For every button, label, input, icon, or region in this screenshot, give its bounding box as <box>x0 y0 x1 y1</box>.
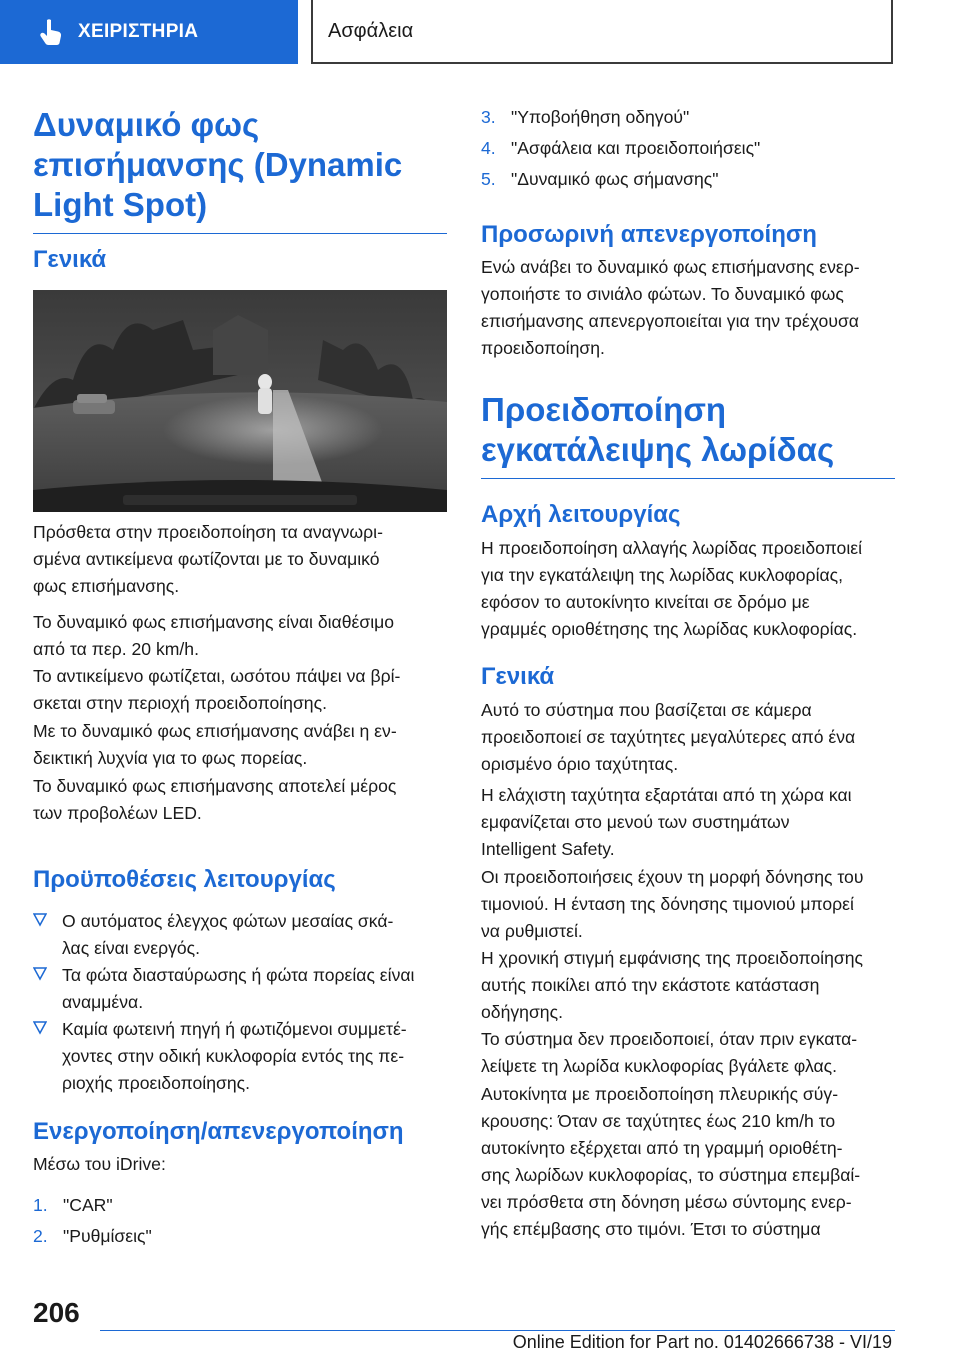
step-number: 4. <box>481 138 496 158</box>
section-title-dynamic-light-spot <box>33 105 447 234</box>
title-line: Προειδοποίηση <box>481 391 727 428</box>
text-line: Αυτό το σύστημα που βασίζεται σε κάμερα <box>481 700 812 720</box>
text-line: προειδοποιεί σε ταχύτητες μεγαλύτερες από ένα <box>481 727 856 747</box>
text-line: Οι προειδοποιήσεις έχουν τη μορφή δόνησης του <box>481 867 864 887</box>
list-item <box>33 962 447 1016</box>
paragraph <box>33 773 447 827</box>
text-line: Ενώ ανάβει το δυναμικό φως επισήμανσης ενερ- <box>481 257 860 277</box>
text-line: αυτοκίνητο εξέρχεται από τη γραμμή οριοθέτη- <box>481 1138 843 1158</box>
triangle-bullet-icon <box>33 913 47 927</box>
step-text: "Δυναμικό φως σήμανσης" <box>511 169 719 189</box>
heading-requirements: Προϋποθέσεις λειτουργίας <box>33 866 336 893</box>
title-line: Δυναμικό φως <box>33 106 260 143</box>
paragraph <box>481 864 895 945</box>
numbered-step <box>33 1223 447 1250</box>
text-line: Η ελάχιστη ταχύτητα εξαρτάται από τη χώρα και <box>481 785 852 805</box>
text-line: από τα περ. 20 km/h. <box>33 639 199 659</box>
paragraph <box>481 1081 895 1243</box>
text-line: δεικτική λυχνία για το φως πορείας. <box>33 748 308 768</box>
heading-general: Γενικά <box>33 246 107 273</box>
list-item <box>33 908 447 962</box>
paragraph <box>33 519 447 600</box>
text-line: οδήγησης. <box>481 1002 563 1022</box>
text-line: λείψετε τη λωρίδα κυκλοφορίας βγάλετε φλας. <box>481 1056 838 1076</box>
text-line: λας είναι ενεργός. <box>62 938 201 958</box>
text-line: γοποιήστε το σινιάλο φώτων. Το δυναμικό φως <box>481 284 844 304</box>
step-text: "Ρυθμίσεις" <box>63 1226 152 1246</box>
text-line: γραμμές οριοθέτησης της λωρίδας κυκλοφορίας. <box>481 619 858 639</box>
text-line: ριοχής προειδοποίησης. <box>62 1073 251 1093</box>
text-line: ορισμένο όριο ταχύτητας. <box>481 754 679 774</box>
step-text: "Ασφάλεια και προειδοποιήσεις" <box>511 138 761 158</box>
numbered-step <box>481 104 895 131</box>
text-line: να ρυθμιστεί. <box>481 921 583 941</box>
text-line: Καμία φωτεινή πηγή ή φωτιζόμενοι συμμετέ- <box>62 1019 407 1039</box>
text-line: εμφανίζεται στο μενού των συστημάτων <box>481 812 790 832</box>
text-line: των προβολέων LED. <box>33 803 202 823</box>
text-line: προειδοποίηση. <box>481 338 605 358</box>
text-line: Ο αυτόματος έλεγχος φώτων μεσαίας σκά- <box>62 911 394 931</box>
triangle-bullet-icon <box>33 1021 47 1035</box>
paragraph <box>481 535 895 643</box>
step-number: 3. <box>481 107 496 127</box>
text-line: φως επισήμανσης. <box>33 576 180 596</box>
footer-divider <box>100 1330 895 1331</box>
text-line: Intelligent Safety. <box>481 839 615 859</box>
text-line: εφόσον το αυτοκίνητο κινείται σε δρόμο με <box>481 592 810 612</box>
text-line: σης λωρίδων κυκλοφορίας, το σύστημα επεμβαί- <box>481 1165 861 1185</box>
numbered-step <box>33 1192 447 1219</box>
paragraph <box>33 718 447 772</box>
text-line: Η χρονική στιγμή εμφάνισης της προειδοποίησης <box>481 948 864 968</box>
text-line: αυτής ποικίλει από την εκάστοτε κατάσταση <box>481 975 820 995</box>
text-line: Το σύστημα δεν προειδοποιεί, όταν πριν εγκατα- <box>481 1029 858 1049</box>
numbered-step <box>481 135 895 162</box>
heading-general: Γενικά <box>481 663 555 690</box>
text-line: Το αντικείμενο φωτίζεται, ωσότου πάψει να βρί- <box>33 666 401 686</box>
text-line: Αυτοκίνητα με προειδοποίηση πλευρικής σύγ- <box>481 1084 839 1104</box>
heading-activation: Ενεργοποίηση/απενεργοποίηση <box>33 1118 404 1145</box>
text-line: σκεται στην περιοχή προειδοποίησης. <box>33 693 327 713</box>
paragraph <box>481 1026 895 1080</box>
night-road-illustration <box>33 290 447 512</box>
step-text: "Υποβοήθηση οδηγού" <box>511 107 690 127</box>
heading-temporary-deactivation: Προσωρινή απενεργοποίηση <box>481 221 817 248</box>
text-line: Τα φώτα διασταύρωσης ή φώτα πορείας είναι <box>62 965 415 985</box>
paragraph <box>481 945 895 1026</box>
activation-intro: Μέσω του iDrive: <box>33 1154 166 1174</box>
text-line: Το δυναμικό φως επισήμανσης αποτελεί μέρος <box>33 776 397 796</box>
text-line: Το δυναμικό φως επισήμανσης είναι διαθέσιμο <box>33 612 395 632</box>
text-line: Η προειδοποίηση αλλαγής λωρίδας προειδοποιεί <box>481 538 862 558</box>
hand-pointer-icon <box>36 17 66 47</box>
paragraph <box>481 697 895 778</box>
text-line: χοντες στην οδική κυκλοφορία εντός της πε- <box>62 1046 405 1066</box>
text-line: γής επέμβασης στο τιμόνι. Έτσι το σύστημα <box>481 1219 821 1239</box>
triangle-bullet-icon <box>33 967 47 981</box>
text-line: Με το δυναμικό φως επισήμανσης ανάβει η εν- <box>33 721 397 741</box>
list-item <box>33 1016 447 1097</box>
text-line: Πρόσθετα στην προειδοποίηση τα αναγνωρι- <box>33 522 383 542</box>
paragraph <box>33 609 447 663</box>
step-text: "CAR" <box>63 1195 113 1215</box>
night-road-scene <box>33 290 447 512</box>
numbered-step <box>481 166 895 193</box>
chapter-title <box>311 0 893 64</box>
title-line: εγκατάλειψης λωρίδας <box>481 431 835 468</box>
text-line: νει πρόσθετα στη δόνηση μέσω σύντομης ενερ- <box>481 1192 852 1212</box>
text-line: κρουσης: Όταν σε ταχύτητες έως 210 km/h το <box>481 1111 836 1131</box>
manual-section-tab[interactable] <box>0 0 298 64</box>
title-line: επισήμανσης (Dynamic <box>33 146 403 183</box>
paragraph <box>481 254 895 362</box>
title-line: Light Spot) <box>33 186 208 223</box>
edition-note: Online Edition for Part no. 01402666738 - VI/19 <box>512 1332 892 1352</box>
step-number: 2. <box>33 1226 48 1246</box>
text-line: αναμμένα. <box>62 992 144 1012</box>
manual-section-label: ΧΕΙΡΙΣΤΗΡΙΑ <box>78 21 199 42</box>
text-line: επισήμανσης απενεργοποιείται για την τρέχουσα <box>481 311 859 331</box>
page-number: 206 <box>33 1297 80 1328</box>
paragraph <box>481 782 895 863</box>
section-title-lane-departure-warning <box>481 390 895 479</box>
step-number: 1. <box>33 1195 48 1215</box>
text-line: σμένα αντικείμενα φωτίζονται με το δυναμικό <box>33 549 380 569</box>
step-number: 5. <box>481 169 496 189</box>
heading-principle: Αρχή λειτουργίας <box>481 501 681 528</box>
text-line: τιμονιού. Η ένταση της δόνησης τιμονιού μπορεί <box>481 894 854 914</box>
chapter-title-text: Ασφάλεια <box>328 19 414 42</box>
paragraph <box>33 663 447 717</box>
text-line: για την εγκατάλειψη της λωρίδας κυκλοφορίας, <box>481 565 844 585</box>
